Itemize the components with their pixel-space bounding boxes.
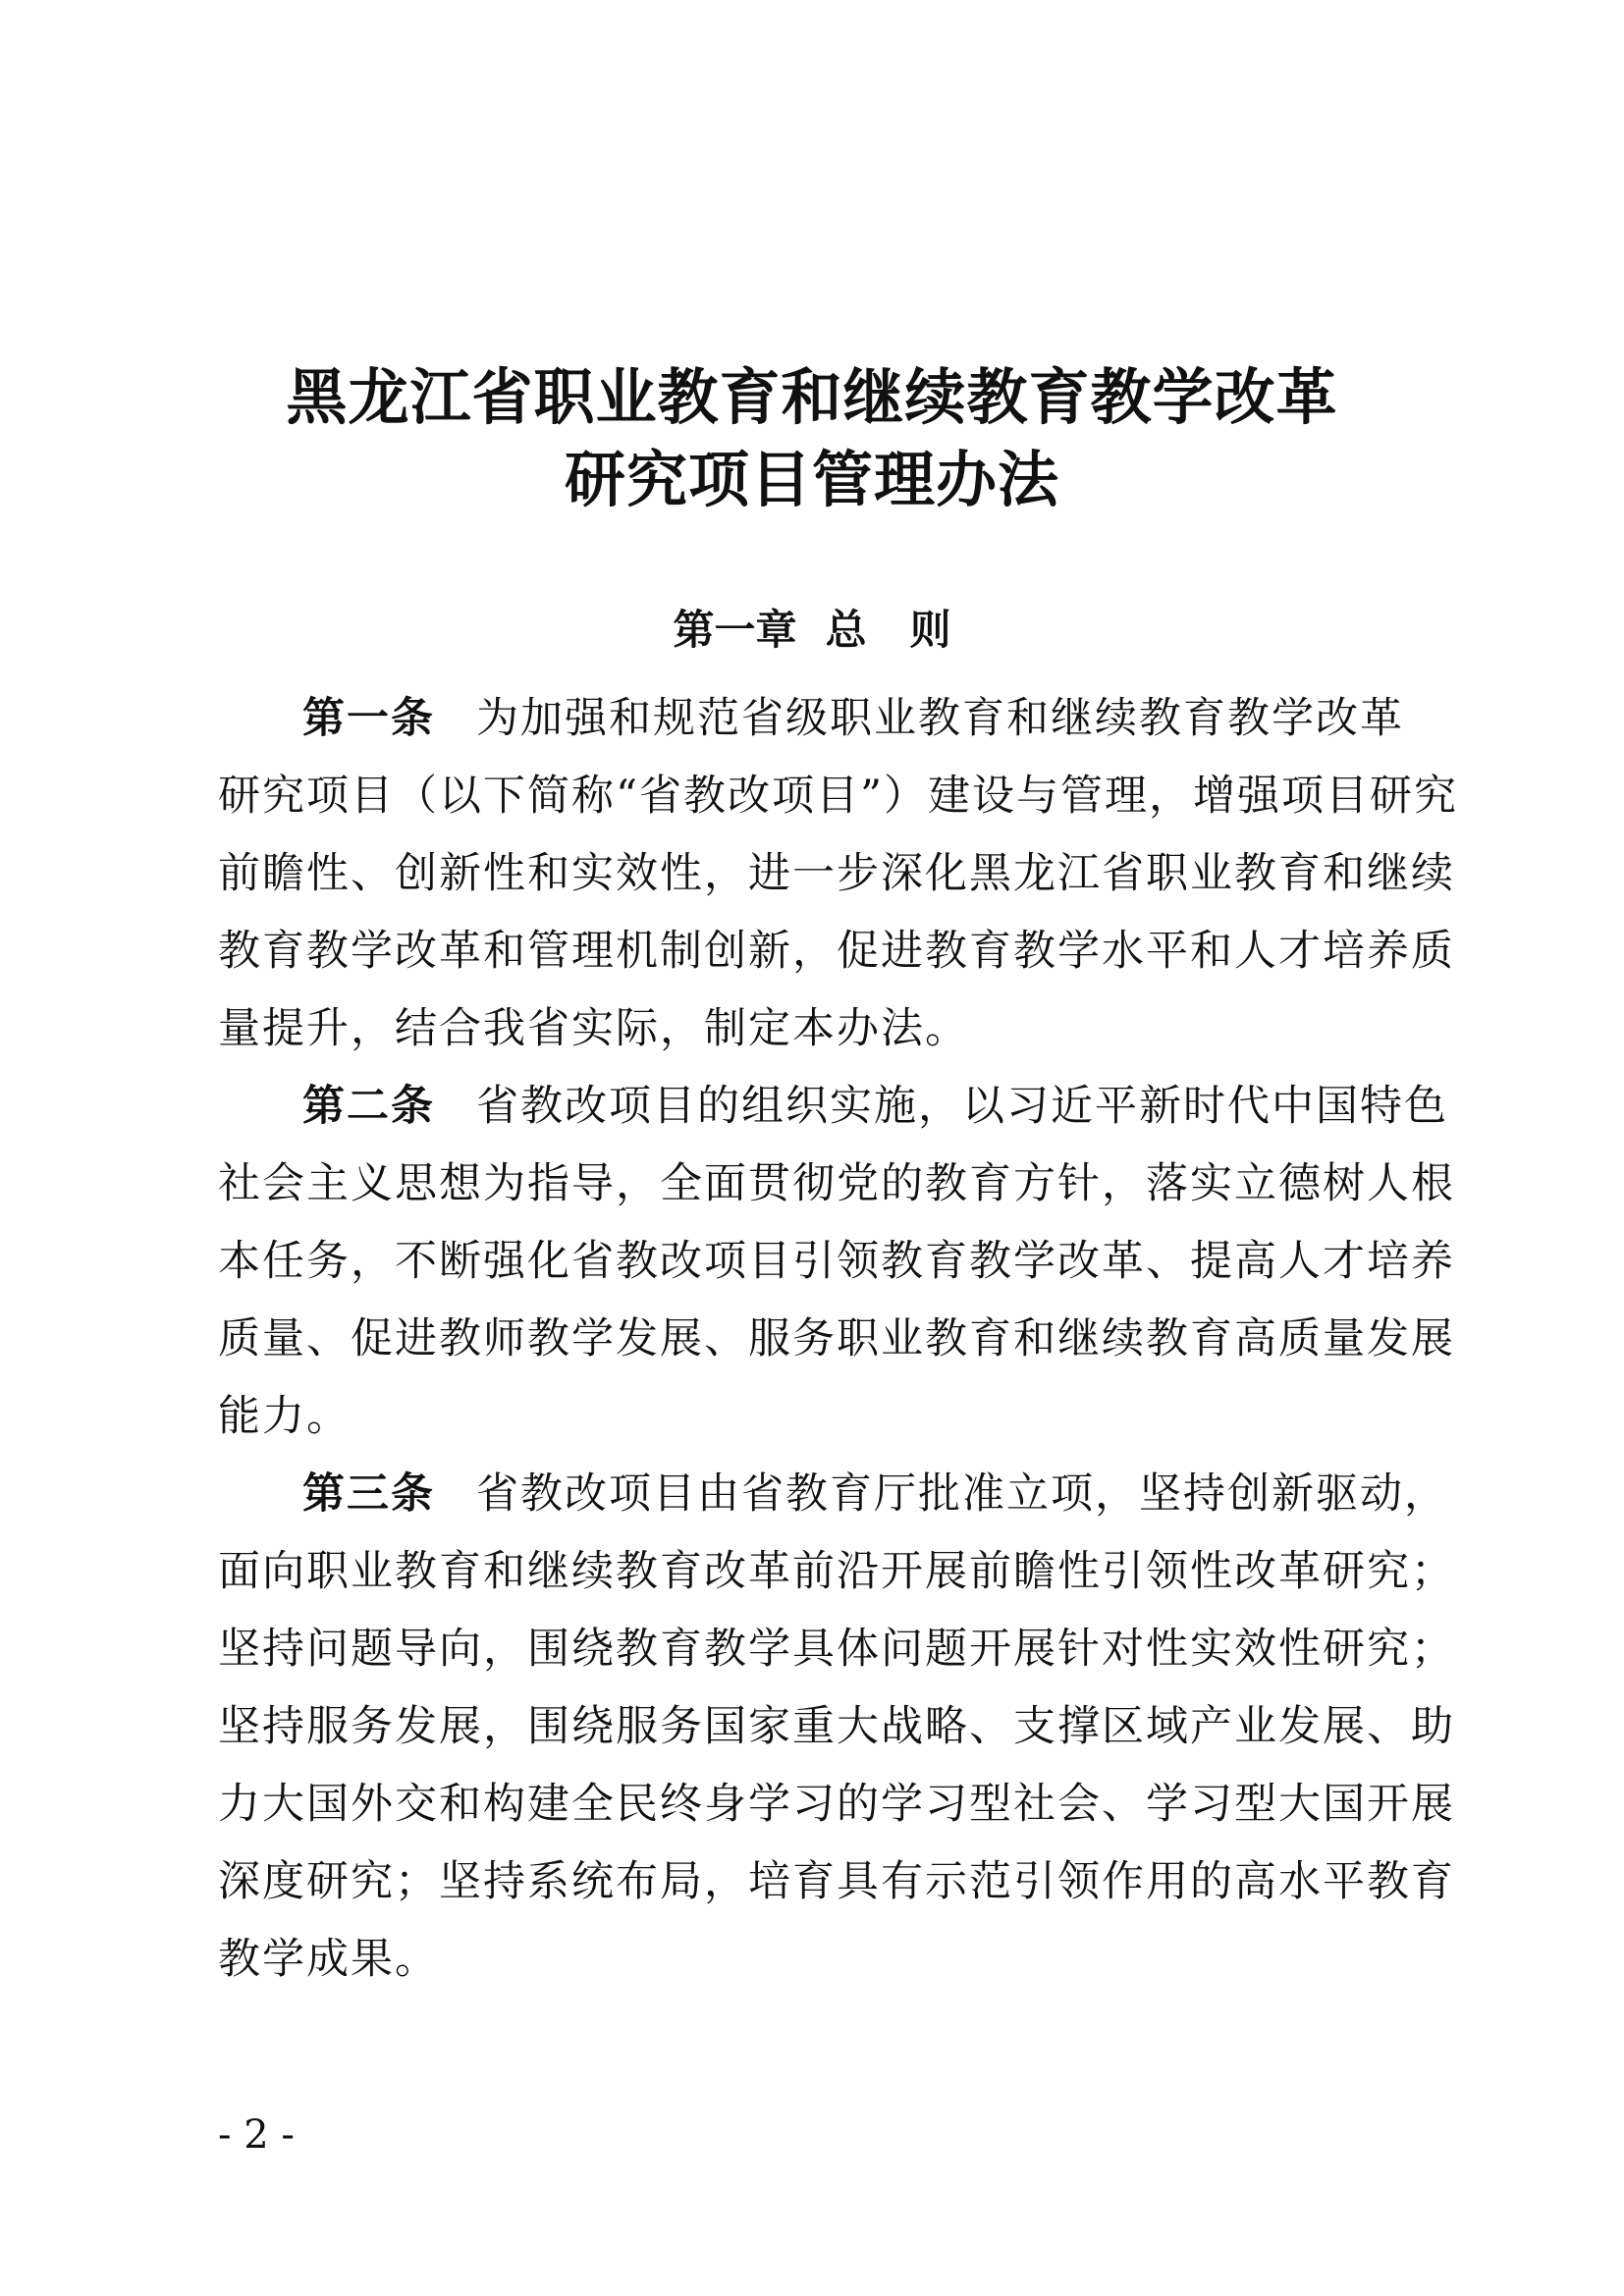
- article-3: [218, 1456, 1455, 1999]
- article-1-line-2: 研究项目（以下简称“省教改项目”）建设与管理，增强项目研究: [218, 772, 1458, 821]
- article-3-line-2: 面向职业教育和继续教育改革前沿开展前瞻性引领性改革研究；: [218, 1547, 1455, 1596]
- article-3-line-1: [218, 1456, 1448, 1533]
- article-1: [218, 680, 1458, 1068]
- article-3-line-3: 坚持问题导向，围绕教育教学具体问题开展针对性实效性研究；: [218, 1625, 1455, 1674]
- article-2-line-4: 质量、促进教师教学发展、服务职业教育和继续教育高质量发展: [218, 1314, 1455, 1363]
- article-2-line-2: 社会主义思想为指导，全面贯彻党的教育方针，落实立德树人根: [218, 1159, 1455, 1208]
- article-1-line-1: [218, 680, 1432, 758]
- article-2-line-3: 本任务，不断强化省教改项目引领教育教学改革、提高人才培养: [218, 1237, 1455, 1286]
- article-1-text-1: 为加强和规范省级职业教育和继续教育教学改革: [476, 694, 1404, 743]
- article-3-text-1: 省教改项目由省教育厅批准立项，坚持创新驱动，: [476, 1469, 1448, 1519]
- article-1-line-3: 前瞻性、创新性和实效性，进一步深化黑龙江省职业教育和继续: [218, 849, 1455, 898]
- article-1-line-5: 量提升，结合我省实际，制定本办法。: [218, 1004, 969, 1053]
- article-3-line-6: 深度研究；坚持系统布局，培育具有示范引领作用的高水平教育: [218, 1857, 1455, 1906]
- article-2-line-5: 能力。: [218, 1392, 351, 1441]
- article-3-label: 第三条: [302, 1469, 435, 1519]
- article-body: [218, 680, 1458, 1999]
- article-2-label: 第二条: [302, 1082, 435, 1131]
- article-1-label: 第一条: [302, 694, 435, 743]
- article-3-line-4: 坚持服务发展，围绕服务国家重大战略、支撑区域产业发展、助: [218, 1702, 1455, 1751]
- article-3-line-5: 力大国外交和构建全民终身学习的学习型社会、学习型大国开展: [218, 1780, 1455, 1829]
- page-number: - 2 -: [218, 2112, 295, 2158]
- article-2: [218, 1068, 1455, 1456]
- document-title-line-2: 研究项目管理办法: [564, 444, 1059, 515]
- article-1-line-4: 教育教学改革和管理机制创新，促进教育教学水平和人才培养质: [218, 927, 1455, 976]
- article-2-text-1: 省教改项目的组织实施，以习近平新时代中国特色: [476, 1082, 1448, 1131]
- article-3-line-7: 教学成果。: [218, 1935, 439, 1984]
- chapter-heading: 第一章 总 则: [673, 606, 951, 654]
- article-2-line-1: [218, 1068, 1448, 1146]
- document-title-line-1: 黑龙江省职业教育和继续教育教学改革: [286, 361, 1338, 433]
